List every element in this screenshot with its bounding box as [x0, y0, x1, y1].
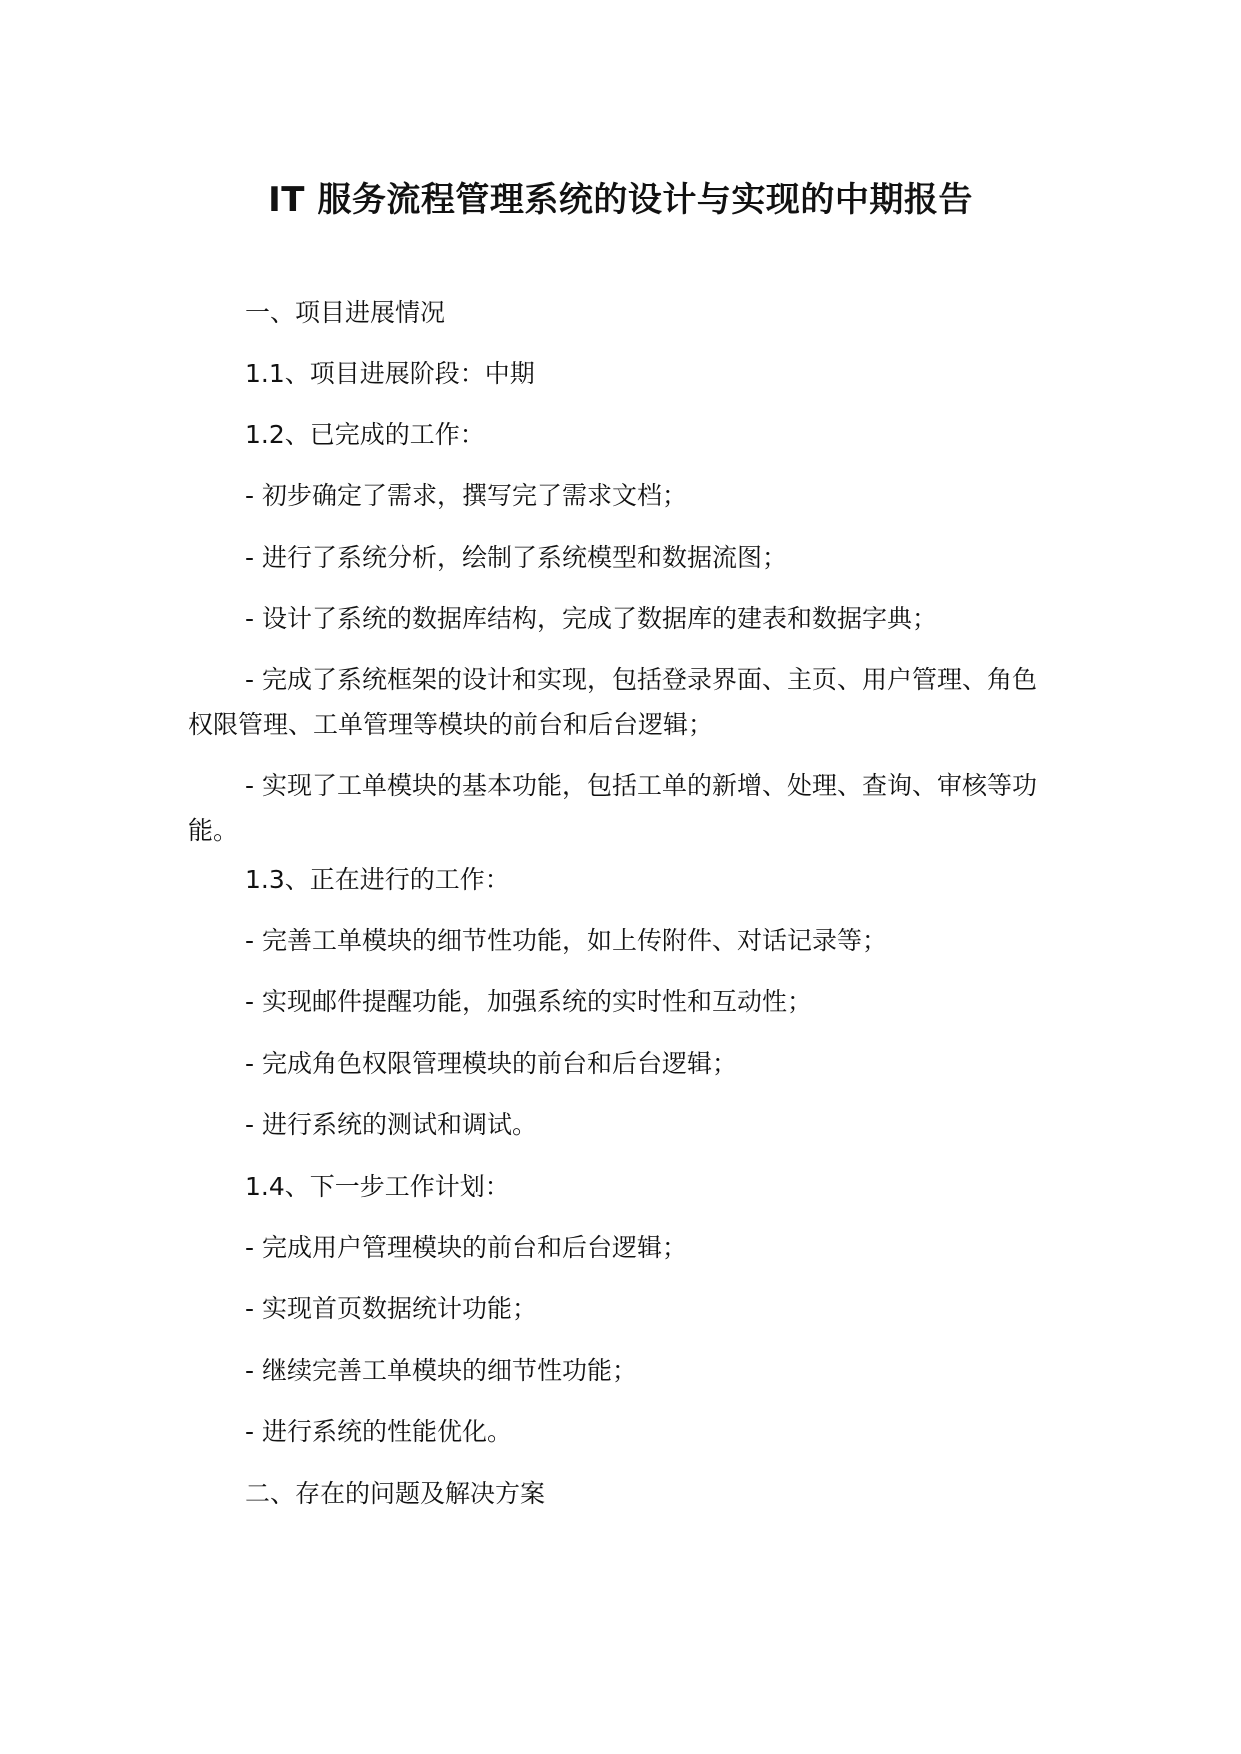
completed-item-3: - 设计了系统的数据库结构，完成了数据库的建表和数据字典； [245, 604, 937, 633]
in-progress-item-3: - 完成角色权限管理模块的前台和后台逻辑； [245, 1049, 737, 1078]
next-plan-item-2: - 实现首页数据统计功能； [245, 1294, 537, 1323]
in-progress-item-1: - 完善工单模块的细节性功能，如上传附件、对话记录等； [245, 926, 887, 955]
document-title: IT 服务流程管理系统的设计与实现的中期报告 [268, 180, 973, 220]
in-progress-item-4: - 进行系统的测试和调试。 [245, 1110, 537, 1139]
next-plan-item-3: - 继续完善工单模块的细节性功能； [245, 1356, 637, 1385]
subsection-next-plan: 1.4、下一步工作计划： [245, 1172, 510, 1201]
next-plan-item-4: - 进行系统的性能优化。 [245, 1417, 512, 1446]
subsection-in-progress: 1.3、正在进行的工作： [245, 865, 510, 894]
in-progress-item-2: - 实现邮件提醒功能，加强系统的实时性和互动性； [245, 987, 812, 1016]
subsection-completed: 1.2、已完成的工作： [245, 420, 485, 449]
section-heading-issues: 二、存在的问题及解决方案 [245, 1479, 546, 1508]
completed-item-1: - 初步确定了需求，撰写完了需求文档； [245, 481, 687, 510]
section-heading-progress: 一、项目进展情况 [245, 298, 446, 327]
subsection-stage: 1.1、项目进展阶段：中期 [245, 359, 535, 388]
completed-item-5: - 实现了工单模块的基本功能，包括工单的新增、处理、查询、审核等功能。 [188, 771, 1037, 845]
next-plan-item-1: - 完成用户管理模块的前台和后台逻辑； [245, 1233, 687, 1262]
completed-item-4: - 完成了系统框架的设计和实现，包括登录界面、主页、用户管理、角色权限管理、工单管理等模块的前台和后台逻辑； [188, 665, 1037, 739]
completed-item-2: - 进行了系统分析，绘制了系统模型和数据流图； [245, 543, 787, 572]
